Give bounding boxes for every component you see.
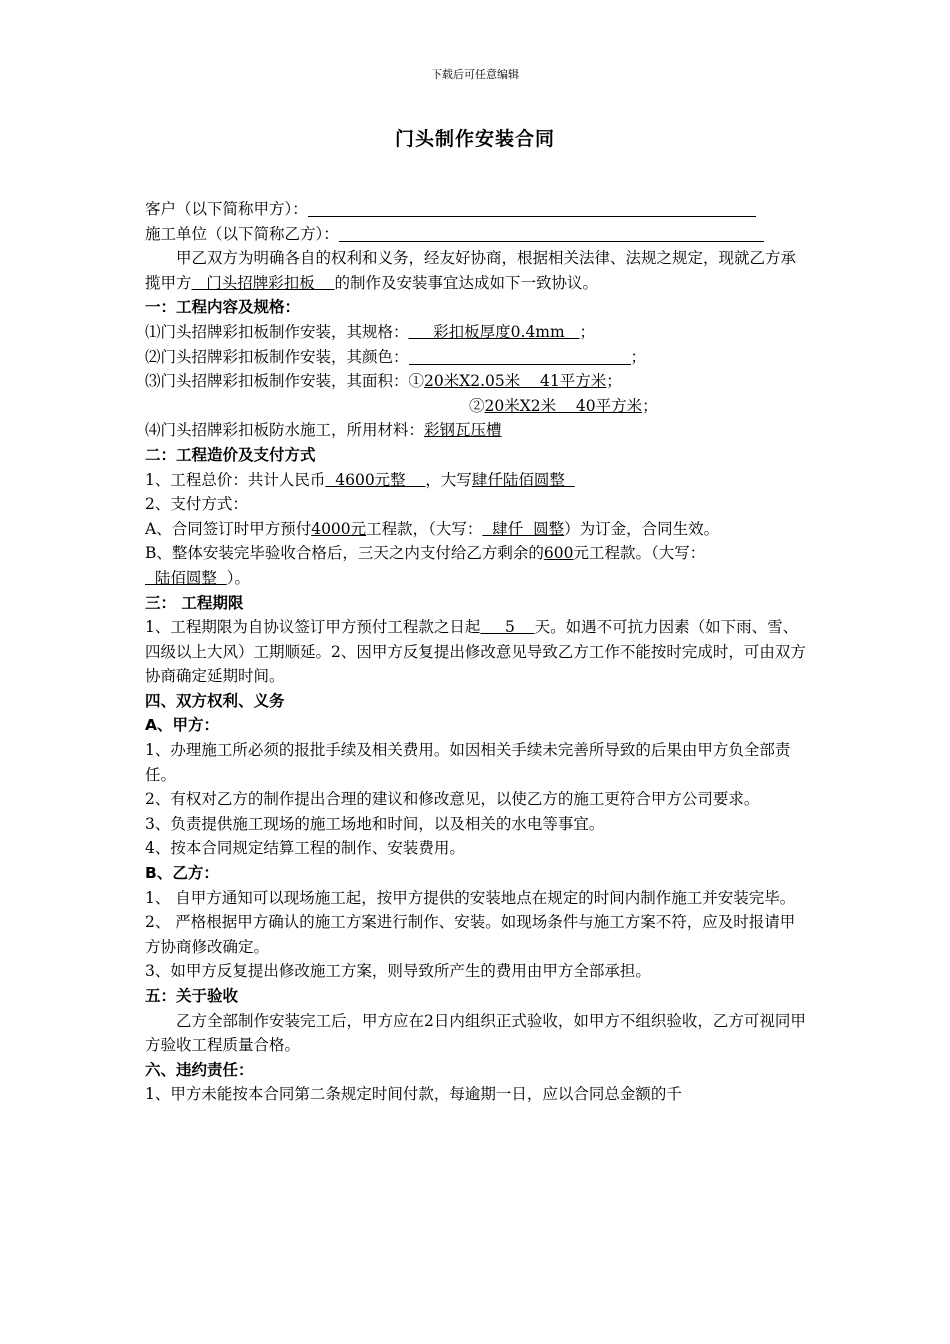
total-amount-words: 肆仟陆佰圆整 (471, 470, 575, 489)
area-line-2: ②20米X2米 40平方米； (469, 396, 658, 415)
party-a-item-1: 1、办理施工所必须的报批手续及相关费用。如因相关手续未完善所导致的后果由甲方负全部责任。 (145, 741, 791, 784)
section-5-heading: 五：关于验收 (145, 987, 239, 1005)
client-line (145, 197, 807, 222)
header-note: 下载后可任意编辑 (431, 68, 519, 81)
area-value-1: 20米X2.05米 41平方米 (424, 372, 607, 391)
breach-paragraph: 1、甲方未能按本合同第二条规定时间付款，每逾期一日，应以合同总金额的千 (145, 1085, 682, 1104)
contractor-line (145, 222, 807, 247)
schedule-paragraph: 1、工程期限为自协议签订甲方预付工程款之日起 5 天。如遇不可抗力因素（如下雨、雪、四级以上大风）工期顺延。2、因甲方反复提出修改意见导致乙方工作不能按时完成时，可由双方协商确定延期时间。 (145, 618, 806, 686)
balance-amount: 600 (543, 544, 574, 563)
balance-paragraph: B、整体安装完毕验收合格后，三天之内支付给乙方剩余的600元工程款。（大写： 陆佰圆整 ）。 (145, 544, 706, 587)
spec-line: ⑴门头招牌彩扣板制作安装，其规格： 彩扣板厚度0.4mm ； (145, 322, 595, 341)
payment-method-line: 2、支付方式： (145, 495, 248, 514)
party-a-item-2: 2、有权对乙方的制作提出合理的建议和修改意见，以使乙方的施工更符合甲方公司要求。 (145, 790, 760, 809)
area-line-1: ⑶门头招牌彩扣板制作安装，其面积：①20米X2.05米 41平方米； (145, 372, 622, 391)
waterproof-line: ⑷门头招牌彩扣板防水施工，所用材料：彩钢瓦压槽 (145, 421, 502, 440)
party-b-item-2: 2、 严格根据甲方确认的施工方案进行制作、安装。如现场条件与施工方案不符，应及时报请甲方协商修改确定。 (145, 913, 796, 956)
section-2-heading: 二：工程造价及支付方式 (145, 445, 316, 464)
section-1-heading: 一：工程内容及规格： (145, 298, 301, 317)
project-name: 门头招牌彩扣板 (191, 273, 335, 292)
client-label: 客户（以下简称甲方）： (145, 200, 308, 218)
party-a-heading: A、甲方： (145, 716, 219, 735)
party-b-item-1: 1、 自甲方通知可以现场施工起，按甲方提供的安装地点在规定的时间内制作施工并安装完毕。 (145, 888, 796, 907)
party-a-item-3: 3、负责提供施工现场的施工场地和时间，以及相关的水电等事宜。 (145, 814, 605, 833)
section-6-heading: 六、违约责任： (145, 1060, 254, 1079)
deposit-paragraph: A、合同签订时甲方预付4000元工程款，（大写： 肆仟 圆整）为订金，合同生效。 (145, 519, 720, 538)
deposit-amount: 4000元 (311, 519, 367, 538)
intro-paragraph: 甲乙双方为明确各自的权利和义务，经友好协商，根据相关法律、法规之规定，现就乙方承揽甲方 门头招牌彩扣板 的制作及安装事宜达成如下一致协议。 (145, 249, 797, 292)
schedule-days: 5 (480, 618, 535, 637)
section-4-heading: 四、双方权利、义务 (145, 691, 285, 710)
area-value-2: 20米X2米 40平方米 (484, 396, 643, 415)
document-title: 门头制作安装合同 (394, 128, 555, 150)
total-price-line: 1、工程总价：共计人民币 4600元整 ，大写肆仟陆佰圆整 (145, 470, 575, 489)
material-value: 彩钢瓦压槽 (424, 421, 502, 440)
deposit-amount-words: 肆仟 圆整 (482, 519, 565, 538)
party-a-item-4: 4、按本合同规定结算工程的制作、安装费用。 (145, 839, 465, 858)
acceptance-paragraph: 乙方全部制作安装完工后，甲方应在2日内组织正式验收，如甲方不组织验收，乙方可视同甲方验收工程质量合格。 (145, 1011, 806, 1055)
color-line: ⑵门头招牌彩扣板制作安装，其颜色： ； (145, 347, 647, 366)
contractor-label: 施工单位（以下简称乙方）： (145, 224, 339, 243)
client-blank (308, 198, 756, 217)
party-b-item-3: 3、如甲方反复提出修改施工方案，则导致所产生的费用由甲方全部承担。 (145, 962, 651, 981)
section-3-heading: 三： 工程期限 (145, 593, 244, 612)
contract-body (145, 197, 807, 1107)
color-blank (409, 346, 631, 365)
total-amount: 4600元整 (325, 470, 426, 489)
spec-value: 彩扣板厚度0.4mm (408, 322, 580, 341)
contractor-blank (339, 223, 764, 242)
party-b-heading: B、乙方： (145, 864, 219, 883)
balance-amount-words: 陆佰圆整 (145, 568, 227, 587)
